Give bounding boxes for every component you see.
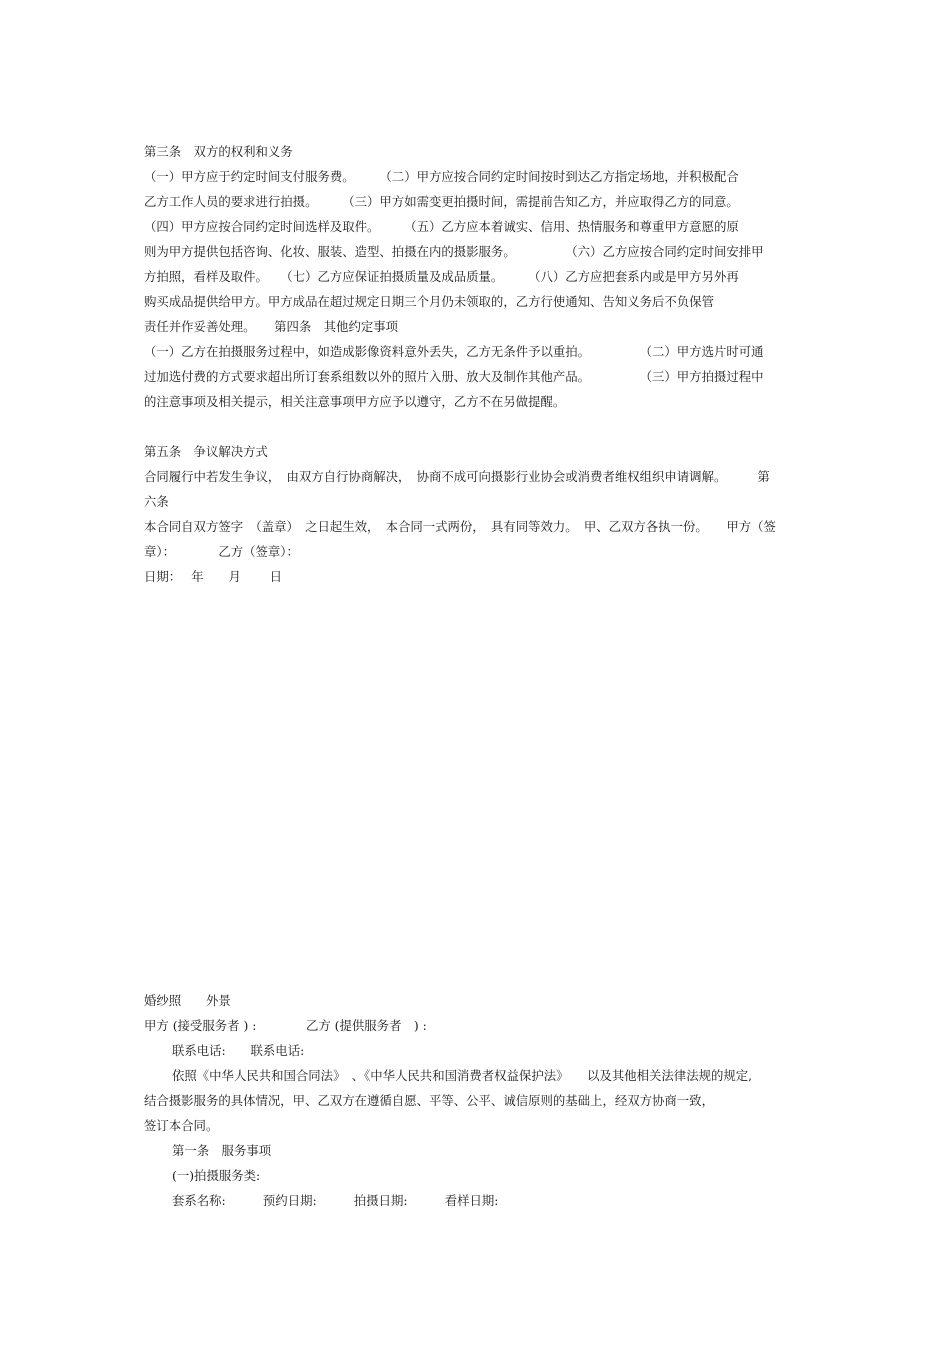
article3-line-5: 方拍照，看样及取件。 （七）乙方应保证拍摄质量及成品质量。 （八）乙方应把套系内或是甲方另外再 (144, 269, 739, 284)
article1-title: 第一条 服务事项 (172, 1143, 272, 1158)
basis-line-1: 依照《中华人民共和国合同法》 、《中华人民共和国消费者权益保护法》 以及其他相关法律法规的规定, (172, 1068, 753, 1083)
article3-line-3: （四）甲方应按合同约定时间选样及取件。 （五）乙方应本着诚实、信用、热情服务和尊重甲方意愿的原 (144, 219, 739, 234)
article3-line-7: 责任并作妥善处理。 第四条 其他约定事项 (144, 319, 399, 334)
signature-line: 章）： 乙方（签章）： (144, 544, 299, 559)
article4-line-2: 过加选付费的方式要求超出所订套系组数以外的照片入册、放大及制作其他产品。 （三）甲方拍摄过程中 (144, 369, 764, 384)
article3-line-2: 乙方工作人员的要求进行拍摄。 （三）甲方如需变更拍摄时间，需提前告知乙方，并应取得乙方的同意。 (144, 194, 739, 209)
article3-line-4: 则为甲方提供包括咨询、化妆、服装、造型、拍摄在内的摄影服务。 （六）乙方应按合同约定时间安排甲 (144, 244, 764, 259)
article3-title: 第三条 双方的权利和义务 (144, 144, 293, 159)
basis-line-2: 结合摄影服务的具体情况，甲、乙双方在遵循自愿、平等、公平、诚信原则的基础上，经双方协商一致， (144, 1093, 714, 1108)
basis-line-3: 签订本合同。 (144, 1118, 219, 1133)
article3-line-1: （一）甲方应于约定时间支付服务费。 （二）甲方应按合同约定时间按时到达乙方指定场地，并积极配合 (144, 169, 739, 184)
article5-line-1: 合同履行中若发生争议， 由双方自行协商解决， 协商不成可向摄影行业协会或消费者维权组织申请调解。 第 (144, 469, 770, 484)
article6-line-1: 本合同自双方签字 （盖章） 之日起生效， 本合同一式两份， 具有同等效力。 甲、乙双方各执一份。 甲方（签 (144, 519, 776, 534)
article6-title: 六条 (144, 494, 169, 509)
parties-line: 甲方 (接受服务者 ) : 乙方 (提供服务者 ) : (144, 1018, 427, 1033)
article4-line-3: 的注意事项及相关提示，相关注意事项甲方应予以遵守，乙方不在另做提醒。 (144, 394, 566, 409)
article3-line-6: 购买成品提供给甲方。甲方成品在超过规定日期三个月仍未领取的，乙方行使通知、告知义务后不负保管 (144, 294, 714, 309)
phones-line: 联系电话: 联系电话: (172, 1043, 305, 1058)
article4-line-1: （一）乙方在拍摄服务过程中，如造成影像资料意外丢失，乙方无条件予以重拍。 （二）甲方选片时可通 (144, 344, 764, 359)
article5-title: 第五条 争议解决方式 (144, 444, 268, 459)
date-line: 日期： 年 月 日 (144, 569, 282, 584)
contract-title: 婚纱照 外景 (144, 993, 231, 1008)
shooting-services-label: (一)拍摄服务类: (172, 1168, 261, 1183)
package-fields-line: 套系名称: 预约日期: 拍摄日期: 看样日期: (172, 1193, 499, 1208)
